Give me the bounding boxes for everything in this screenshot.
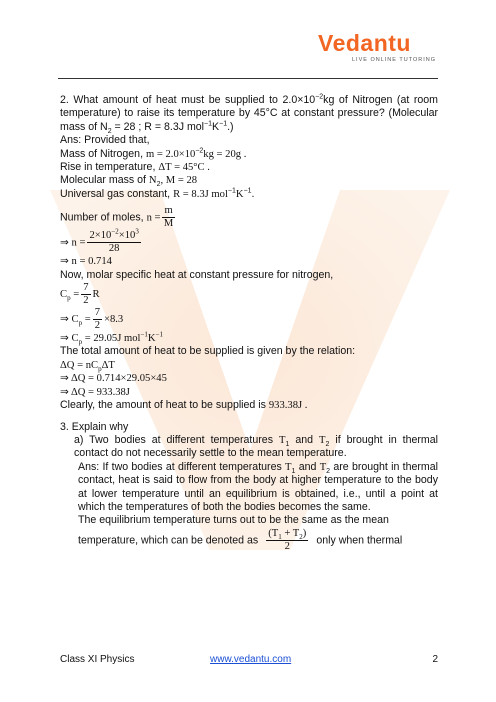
q3a-t1-sub: 1 xyxy=(285,441,290,449)
n-calc-num-exp: −2 xyxy=(111,227,119,236)
footer-course: Class XI Physics xyxy=(60,654,135,665)
question-2 xyxy=(60,94,438,134)
mass-exp: −2 xyxy=(195,147,204,155)
eq-line-1: The equilibrium temperature turns out to be the same as the mean xyxy=(78,514,389,527)
q3-ans-t1-sub: 1 xyxy=(291,467,296,475)
molar-n: N xyxy=(148,175,157,187)
eq-num-sub2: 2 xyxy=(299,532,303,541)
total-heat-text: The total amount of heat to be supplied is given by the relation: xyxy=(60,345,356,358)
logo-wordmark: Vedantu xyxy=(318,30,411,56)
cp1-num: 7 xyxy=(83,282,89,294)
q3a-and: and xyxy=(295,433,314,446)
cp2-end: ×8.3 xyxy=(104,314,124,325)
cp-line-2 xyxy=(60,307,438,332)
molar-eq: , M = 28 xyxy=(160,175,198,187)
cp2-fraction xyxy=(93,307,102,332)
molar-heat-text: Now, molar specific heat at constant pressure for nitrogen, xyxy=(60,268,334,281)
q2-exp: −2 xyxy=(315,93,324,101)
logo-tagline: LIVE ONLINE TUTORING xyxy=(352,57,436,63)
molar-label: Molecular mass of xyxy=(60,174,146,187)
q2-exp2: −1 xyxy=(204,120,213,128)
dq-line-1 xyxy=(60,359,438,372)
dq-line-2: ⇒ ΔQ = 0.714×29.05×45 xyxy=(60,373,167,385)
gas-constant-line xyxy=(60,188,438,201)
gas-end: . xyxy=(251,187,255,200)
mean-temp-num xyxy=(266,528,308,541)
q2-exp3: −1 xyxy=(219,120,228,128)
mass-eq: m = 2.0×10 xyxy=(145,148,196,160)
q3a-t1: T xyxy=(278,434,286,446)
q2-text-c: = 28 ; R = 8.3J mol xyxy=(111,120,205,133)
q2-sub: 2 xyxy=(107,127,112,135)
mass-label: Mass of Nitrogen, xyxy=(60,147,144,160)
gas-label: Universal gas constant, xyxy=(60,187,171,200)
header-divider xyxy=(58,78,438,79)
q3a-t2-sub: 2 xyxy=(325,441,330,449)
vedantu-logo xyxy=(318,30,448,70)
eq-num-mid: + T xyxy=(281,527,300,539)
cp2-sub: p xyxy=(78,319,83,328)
eq-num-end: ) xyxy=(302,527,307,539)
page-content xyxy=(60,94,438,553)
moles-num: m xyxy=(164,205,173,217)
cp2-num: 7 xyxy=(94,307,101,319)
q2-text-d: K xyxy=(212,120,220,133)
eq-line2-text: temperature, which can be denoted as xyxy=(78,534,259,547)
eq-num-sub1: 1 xyxy=(278,532,282,541)
cp3-pre: ⇒ C xyxy=(60,333,79,345)
mass-eq2: kg = 20g . xyxy=(203,148,247,160)
q3-ans-rest: are brought in thermal contact, heat is said to flow from the body at higher temperature to the body at lower temperature until an equilibrium is obtained, i.e., until a point at which the temperatures of both the bodies becomes the same. xyxy=(78,460,438,513)
gas-eq: R = 8.3J mol xyxy=(173,188,228,200)
q3a-text: a) Two bodies at different temperatures xyxy=(74,433,273,446)
cp-line-1 xyxy=(60,282,438,307)
cp1-eq: = xyxy=(70,289,80,300)
page-number: 2 xyxy=(432,654,438,665)
cp1-pre: C xyxy=(60,289,68,300)
cp1-sub: p xyxy=(67,294,71,303)
mean-temp-fraction xyxy=(266,528,308,553)
gas-exp2: −1 xyxy=(243,187,252,195)
cp3-sub: p xyxy=(78,338,83,347)
rise-eq: ΔT = 45°C . xyxy=(158,162,210,174)
gas-k: K xyxy=(235,188,244,200)
cp-line-3 xyxy=(60,332,438,345)
q2-answer-intro: Ans: Provided that, xyxy=(60,134,150,147)
moles-n: n = xyxy=(146,212,161,224)
q2-text-b: kg of Nitrogen (at room temperature) to raise its temperature by 45°C at constant pressure? (Molecular mass of N xyxy=(60,94,438,133)
moles-line xyxy=(60,205,438,230)
moles-den: M xyxy=(163,218,174,230)
cp3-exp2: −1 xyxy=(155,330,164,339)
q3-ans-text: Ans: If two bodies at different temperatures xyxy=(78,460,282,473)
cp1-fraction xyxy=(81,282,90,307)
dq1-end: ΔT xyxy=(101,359,115,371)
cp3-eq: = 29.05J mol xyxy=(82,333,141,345)
cp3-k: K xyxy=(147,333,156,345)
footer-link[interactable]: www.vedantu.com xyxy=(210,654,292,665)
n-calc-fraction xyxy=(87,227,140,255)
cp2-pre: ⇒ C xyxy=(60,314,79,325)
q3-ans-t2-sub: 2 xyxy=(326,467,331,475)
conclusion-line xyxy=(60,399,438,412)
n-calc-num xyxy=(87,227,140,243)
mean-temp-den: 2 xyxy=(284,540,290,552)
cp1-end: R xyxy=(92,289,100,300)
rise-label: Rise in temperature, xyxy=(60,161,156,174)
q3a-t2: T xyxy=(318,434,326,446)
n-result: ⇒ n = 0.714 xyxy=(60,256,112,268)
n-calc-num-exp2: 3 xyxy=(135,227,139,236)
n-calc-pre: ⇒ n = xyxy=(60,237,86,249)
moles-fraction xyxy=(162,205,174,230)
molar-mass-line xyxy=(60,174,438,187)
eq-line-2 xyxy=(60,528,438,553)
dq-line-3: ⇒ ΔQ = 933.38J xyxy=(60,386,130,398)
n-calc-num-b: ×10 xyxy=(118,230,136,242)
q3-answer-a xyxy=(60,461,438,515)
rise-line xyxy=(60,161,438,174)
cp1-den: 2 xyxy=(83,295,89,307)
n-calc-den: 28 xyxy=(108,243,120,255)
q2-text-a: 2. What amount of heat must be supplied to 2.0×10 xyxy=(60,94,316,106)
cp3-exp: −1 xyxy=(140,330,148,339)
cp2-eq: = xyxy=(82,314,91,325)
molar-sub: 2 xyxy=(156,181,161,189)
eq-line2-end: only when thermal xyxy=(316,534,403,547)
eq-num-a: (T xyxy=(268,527,279,539)
q3a-rest: if brought in thermal contact do not necessarily settle to the mean temperature. xyxy=(74,433,439,460)
conclusion-text: Clearly, the amount of heat to be supplied is xyxy=(60,399,266,412)
q2-text-e: .) xyxy=(227,120,234,133)
n-calc-num-a: 2×10 xyxy=(89,230,112,242)
mass-line xyxy=(60,148,438,161)
q3-ans-t2: T xyxy=(319,461,327,473)
question-3-heading: 3. Explain why xyxy=(60,420,129,433)
q3-part-a xyxy=(60,434,438,461)
dq1: ΔQ = nC xyxy=(60,359,99,371)
dq1-sub: p xyxy=(98,364,102,373)
gas-exp: −1 xyxy=(227,187,236,195)
moles-label: Number of moles, xyxy=(60,211,144,224)
conclusion-value: 933.38J . xyxy=(268,400,308,412)
q3-ans-and: and xyxy=(298,460,317,473)
q3-ans-t1: T xyxy=(285,461,292,473)
n-calc-line xyxy=(60,227,438,255)
cp2-den: 2 xyxy=(94,320,101,332)
